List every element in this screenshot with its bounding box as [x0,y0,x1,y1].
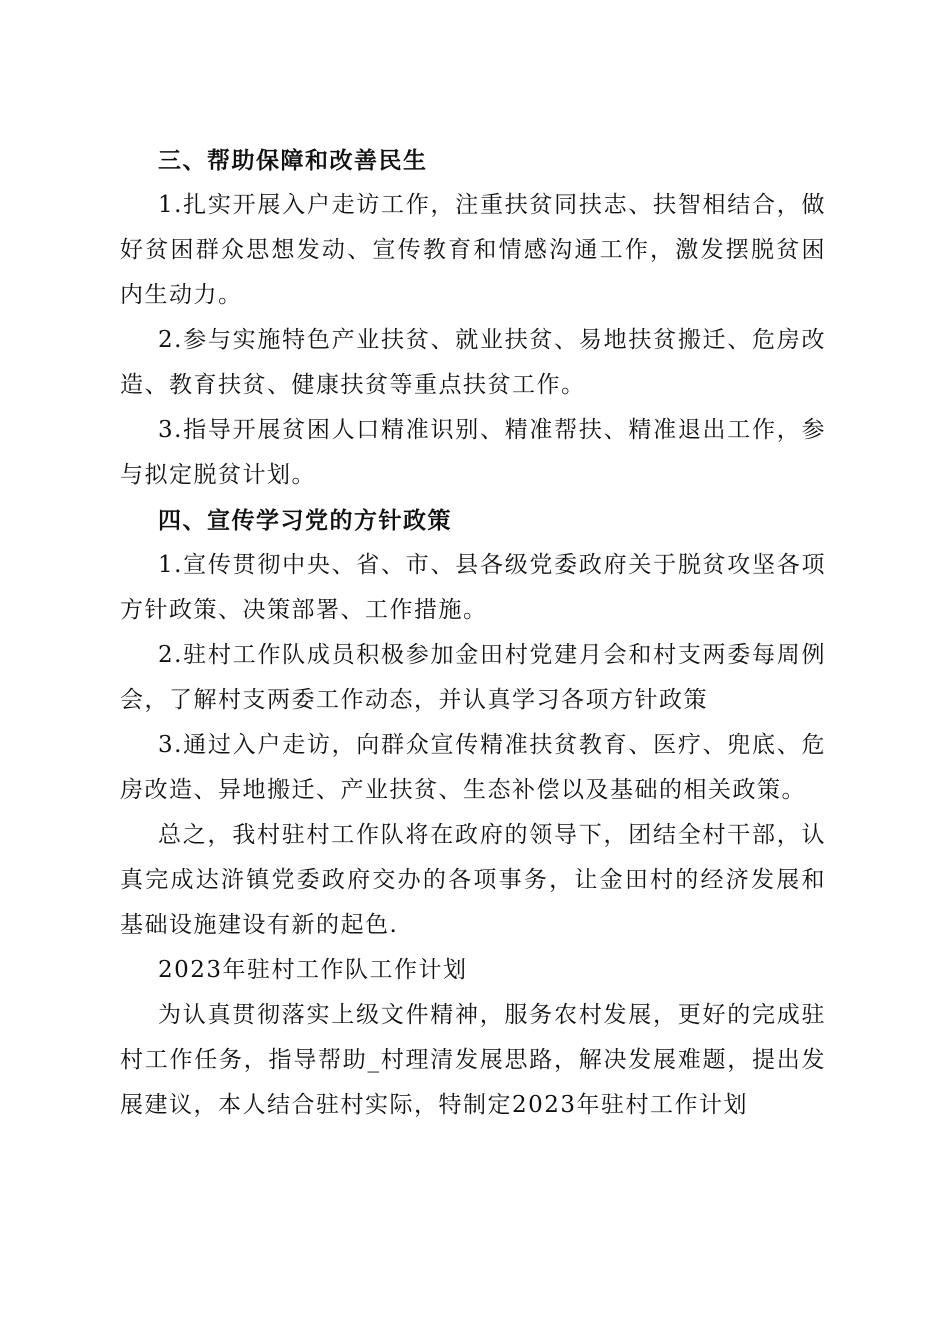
section-heading: 四、宣传学习党的方针政策 [158,507,452,534]
list-item: 3.通过入户走访，向群众宣传精准扶贫教育、医疗、兜底、危房改造、异地搬迁、产业扶贫、生态补偿以及基础的相关政策。 [120,732,826,803]
section-heading: 三、帮助保障和改善民生 [158,147,428,174]
document-body [120,138,826,1128]
list-item: 3.指导开展贫困人口精准识别、精准帮扶、精准退出工作，参与拟定脱贫计划。 [120,417,826,488]
plan-intro-paragraph: 为认真贯彻落实上级文件精神，服务农村发展，更好的完成驻村工作任务，指导帮助_村理清发展思路，解决发展难题，提出发展建议，本人结合驻村实际，特制定2023年驻村工作计划 [120,1002,826,1118]
list-item: 1.宣传贯彻中央、省、市、县各级党委政府关于脱贫攻坚各项方针政策、决策部署、工作措施。 [120,552,826,623]
list-item: 2.参与实施特色产业扶贫、就业扶贫、易地扶贫搬迁、危房改造、教育扶贫、健康扶贫等重点扶贫工作。 [120,327,826,398]
plan-title: 2023年驻村工作队工作计划 [158,957,468,983]
summary-paragraph: 总之，我村驻村工作队将在政府的领导下，团结全村干部，认真完成达浒镇党委政府交办的各项事务，让金田村的经济发展和基础设施建设有新的起色. [120,822,826,938]
list-item: 2.驻村工作队成员积极参加金田村党建月会和村支两委每周例会，了解村支两委工作动态，并认真学习各项方针政策 [120,642,826,713]
list-item: 1.扎实开展入户走访工作，注重扶贫同扶志、扶智相结合，做好贫困群众思想发动、宣传教育和情感沟通工作，激发摆脱贫困内生动力。 [120,192,826,308]
